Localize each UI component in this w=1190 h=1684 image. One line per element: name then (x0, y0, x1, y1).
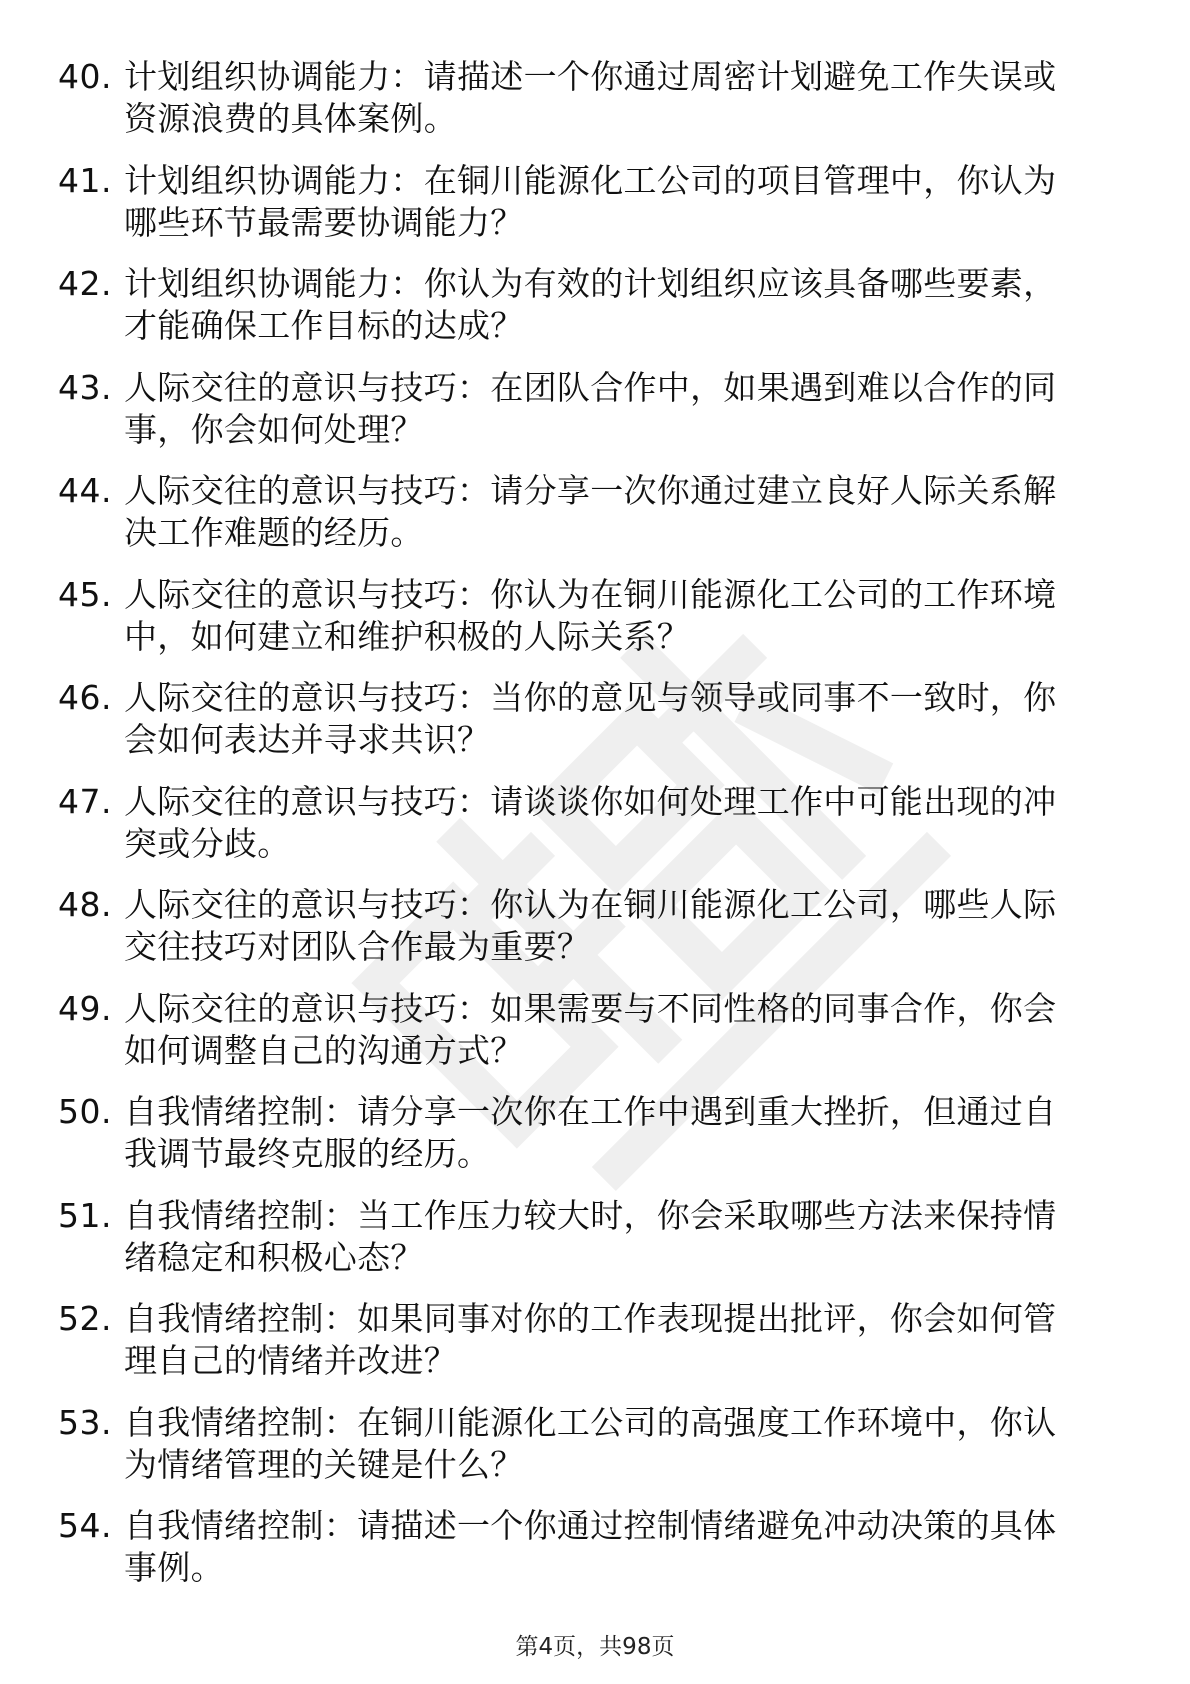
question-text: 人际交往的意识与技巧：你认为在铜川能源化工公司的工作环境中，如何建立和维护积极的人际关系？ (124, 574, 1057, 656)
question-text: 人际交往的意识与技巧：当你的意见与领导或同事不一致时，你会如何表达并寻求共识？ (124, 678, 1057, 759)
list-item (58, 1298, 1118, 1402)
question-text: 人际交往的意识与技巧：如果需要与不同性格的同事合作，你会如何调整自己的沟通方式？ (124, 988, 1057, 1070)
question-number: 54. (58, 1506, 112, 1545)
list-item (58, 677, 1118, 781)
question-text: 人际交往的意识与技巧：请谈谈你如何处理工作中可能出现的冲突或分歧。 (124, 781, 1057, 863)
question-number: 49. (58, 988, 112, 1028)
question-number: 42. (58, 264, 112, 303)
question-text: 自我情绪控制：请描述一个你通过控制情绪避免冲动决策的具体事例。 (124, 1506, 1057, 1587)
question-number: 43. (58, 367, 112, 407)
question-number: 45. (58, 574, 112, 614)
list-item (58, 988, 1118, 1092)
question-number: 41. (58, 160, 112, 200)
question-number: 50. (58, 1092, 112, 1131)
question-number: 52. (58, 1299, 112, 1338)
question-text: 自我情绪控制：请分享一次你在工作中遇到重大挫折，但通过自我调节最终克服的经历。 (124, 1092, 1057, 1173)
list-item (58, 1195, 1118, 1299)
question-text: 计划组织协调能力：在铜川能源化工公司的项目管理中，你认为哪些环节最需要协调能力？ (124, 160, 1057, 242)
list-item (58, 1402, 1118, 1506)
question-number: 53. (58, 1402, 112, 1442)
page-indicator: 第4页，共98页 (515, 1634, 675, 1660)
page-footer (0, 1633, 1190, 1661)
list-item (58, 470, 1118, 574)
list-item (58, 56, 1118, 160)
list-item (58, 574, 1118, 678)
question-number: 47. (58, 781, 112, 821)
list-item (58, 160, 1118, 264)
question-text: 人际交往的意识与技巧：你认为在铜川能源化工公司，哪些人际交往技巧对团队合作最为重要？ (124, 885, 1057, 966)
question-text: 自我情绪控制：在铜川能源化工公司的高强度工作环境中，你认为情绪管理的关键是什么？ (124, 1402, 1057, 1484)
question-text: 人际交往的意识与技巧：请分享一次你通过建立良好人际关系解决工作难题的经历。 (124, 471, 1057, 552)
question-text: 计划组织协调能力：请描述一个你通过周密计划避免工作失误或资源浪费的具体案例。 (124, 57, 1057, 138)
list-item (58, 367, 1118, 471)
question-text: 自我情绪控制：如果同事对你的工作表现提出批评，你会如何管理自己的情绪并改进？ (124, 1299, 1057, 1380)
question-text: 人际交往的意识与技巧：在团队合作中，如果遇到难以合作的同事，你会如何处理？ (124, 367, 1057, 449)
question-number: 40. (58, 57, 112, 96)
question-number: 48. (58, 885, 112, 924)
question-number: 46. (58, 678, 112, 717)
list-item (58, 884, 1118, 988)
list-item (58, 263, 1118, 367)
list-item (58, 1505, 1118, 1609)
question-number: 44. (58, 471, 112, 510)
list-item (58, 781, 1118, 885)
question-text: 计划组织协调能力：你认为有效的计划组织应该具备哪些要素，才能确保工作目标的达成？ (124, 264, 1057, 345)
question-text: 自我情绪控制：当工作压力较大时，你会采取哪些方法来保持情绪稳定和积极心态？ (124, 1195, 1057, 1277)
question-number: 51. (58, 1195, 112, 1235)
list-item (58, 1091, 1118, 1195)
question-list (58, 56, 1118, 1609)
